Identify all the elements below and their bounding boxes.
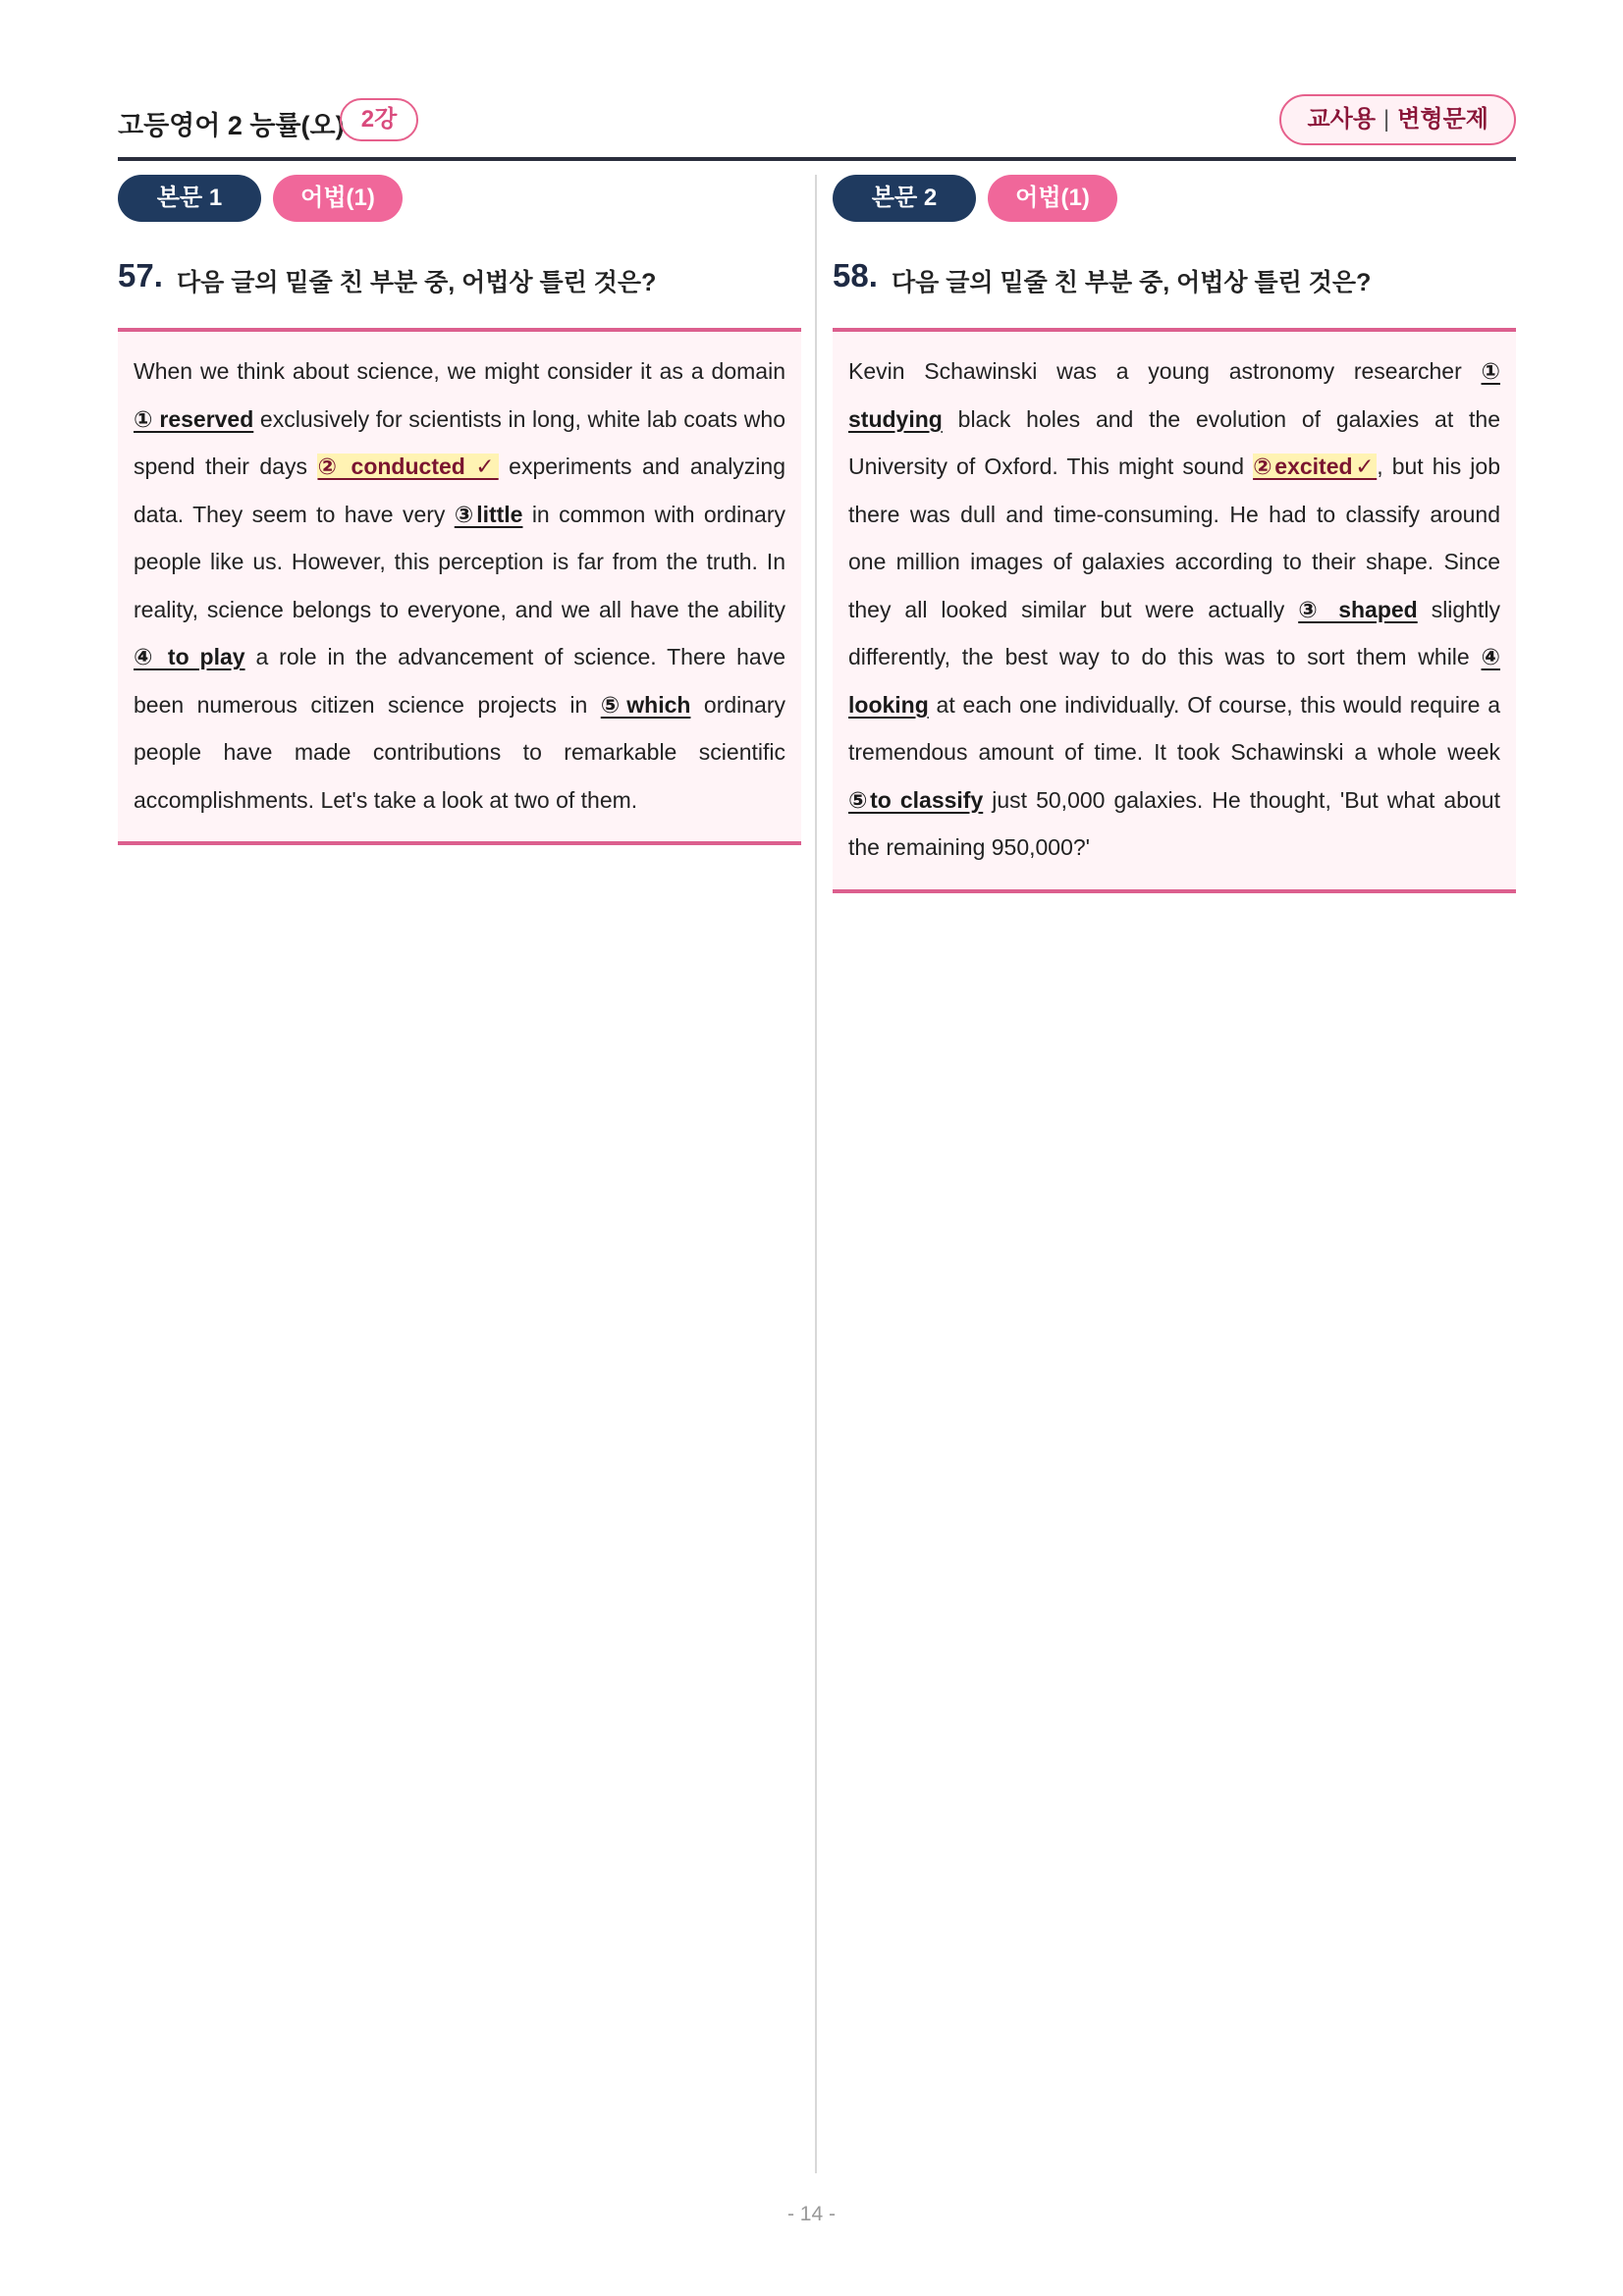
text-segment: a role in the advancement of science. There have been numerous citizen science projects in [134, 644, 785, 718]
underlined-choice-5: ⑤which [600, 691, 691, 718]
underlined-choice-3: ③little [454, 501, 523, 527]
book-title: 고등영어 2 능률(오) [118, 111, 345, 140]
underlined-choice-4: ④ looking [848, 644, 1500, 718]
passage-text [848, 347, 1500, 872]
type-tag: 어법(1) [273, 175, 403, 222]
text-segment: Kevin Schawinski was a young astronomy researcher [848, 358, 1482, 384]
question-58 [833, 257, 1516, 306]
tag-row [118, 175, 801, 222]
underlined-choice-1: ① reserved [134, 405, 254, 432]
passage-box [118, 328, 801, 845]
passage-tag: 본문 1 [118, 175, 261, 222]
text-segment: ordinary people have made contributions to remarkable scientific accomplishments. Let's take a look at two of them. [134, 691, 785, 813]
header-rule [118, 157, 1516, 161]
question-text: 다음 글의 밑줄 친 부분 중, 어법상 틀린 것은? [177, 269, 657, 296]
question-number: 58. [833, 257, 878, 294]
teacher-badge [1279, 94, 1516, 145]
text-segment: at each one individually. Of course, this would require a tremendous amount of time. It took Schawinski a whole week [848, 691, 1500, 765]
answer-choice-2: ② conducted ✓ [317, 454, 499, 479]
underlined-choice-5: ⑤to classify [848, 786, 984, 813]
question-text: 다음 글의 밑줄 친 부분 중, 어법상 틀린 것은? [892, 269, 1372, 296]
left-column [118, 175, 801, 845]
text-segment: exclusively for scientists in long, white lab coats who spend their days [134, 405, 785, 479]
right-column [833, 175, 1516, 893]
page-header [118, 94, 1516, 159]
passage-text [134, 347, 785, 824]
answer-choice-2: ②excited✓ [1253, 454, 1378, 479]
question-number: 57. [118, 257, 163, 294]
tag-row [833, 175, 1516, 222]
type-tag: 어법(1) [988, 175, 1117, 222]
underlined-choice-1: ① studying [848, 358, 1500, 432]
page-number: - 14 - [786, 2203, 836, 2225]
text-segment: just 50,000 galaxies. He thought, 'But what about the remaining 950,000?' [848, 786, 1500, 860]
passage-tag: 본문 2 [833, 175, 976, 222]
question-57 [118, 257, 801, 306]
underlined-choice-4: ④ to play [134, 644, 245, 669]
text-segment: When we think about science, we might consider it as a domain [134, 358, 785, 384]
passage-box [833, 328, 1516, 893]
badge-separator: | [1383, 106, 1390, 133]
text-segment: in common with ordinary people like us. However, this perception is far from the truth. In reality, science belongs to everyone, and we all have the ability [134, 501, 785, 622]
variant-label: 변형문제 [1397, 106, 1488, 133]
lesson-badge: 2강 [340, 98, 418, 141]
text-segment: , but his job there was dull and time-consuming. He had to classify around one million images of galaxies according to their shape. Since they all looked similar but were actually [848, 454, 1500, 622]
column-divider [815, 175, 817, 2173]
teacher-label: 교사용 [1307, 106, 1377, 133]
text-segment: black holes and the evolution of galaxies at the University of Oxford. This might sound [848, 405, 1500, 479]
text-segment: experiments and analyzing data. They seem to have very [134, 454, 785, 527]
text-segment: slightly differently, the best way to do this was to sort them while [848, 596, 1500, 669]
underlined-choice-3: ③ shaped [1298, 596, 1418, 622]
